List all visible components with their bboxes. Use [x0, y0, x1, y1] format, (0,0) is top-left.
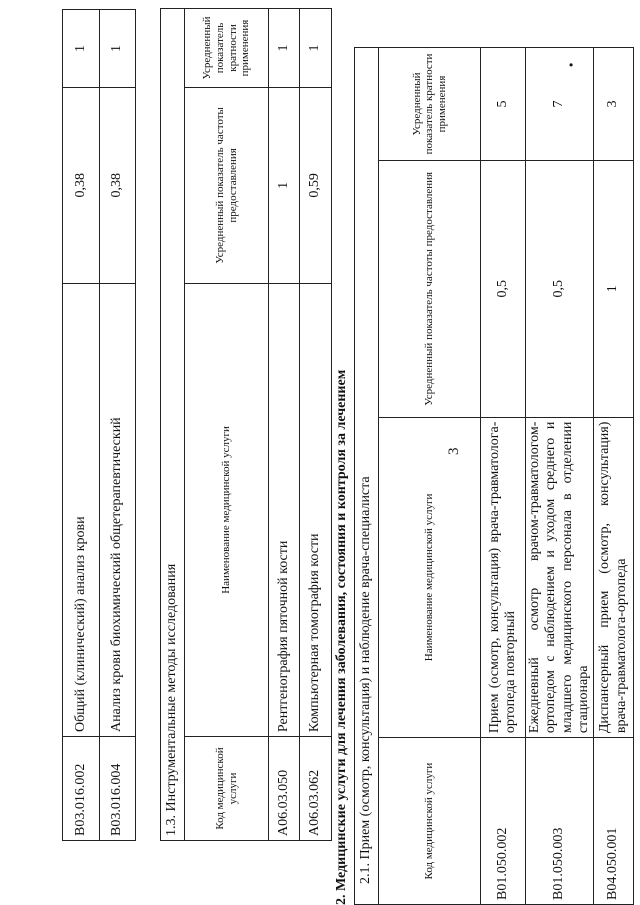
multiplicity-value: 1: [269, 9, 300, 88]
table-row: [481, 48, 526, 905]
frequency-value: 0,38: [63, 87, 100, 283]
table-row: [526, 48, 594, 905]
service-name: Прием (осмотр, консультация) врача-травматолога-ортопеда повторный: [481, 417, 526, 738]
frequency-value: 0,5: [481, 160, 526, 417]
table-row: [594, 48, 634, 905]
service-name: Компьютерная томография кости: [300, 283, 332, 736]
frequency-value: 1: [594, 160, 634, 417]
service-code: B03.016.002: [63, 737, 100, 841]
header-multiplicity: Усредненный показатель кратности применения: [185, 9, 269, 88]
header-frequency: Усредненный показатель частоты предоставления: [185, 88, 269, 284]
multiplicity-value: 7: [526, 48, 594, 161]
table-row: [63, 10, 100, 841]
header-code: Код медицинской услуги: [185, 737, 269, 841]
service-name: Общий (клинический) анализ крови: [63, 283, 100, 736]
instrumental-methods-table: [160, 8, 332, 841]
header-name: Наименование медицинской услуги: [379, 417, 481, 738]
service-code: B01.050.002: [481, 738, 526, 905]
specialist-visits-table: [354, 47, 634, 905]
service-code: B04.050.001: [594, 738, 634, 905]
frequency-value: 0,38: [100, 87, 136, 283]
table-row: [300, 9, 332, 841]
service-code: A06.03.062: [300, 737, 332, 841]
table-row: [269, 9, 300, 841]
header-multiplicity: Усредненный показатель кратности применения: [379, 48, 481, 161]
frequency-value: 0,5: [526, 160, 594, 417]
header-name: Наименование медицинской услуги: [185, 283, 269, 736]
page-number: 3: [446, 447, 462, 455]
service-code: B03.016.004: [100, 737, 136, 841]
service-code: B01.050.003: [526, 738, 594, 905]
service-name: Анализ крови биохимический общетерапевтический: [100, 283, 136, 736]
multiplicity-value: 1: [100, 10, 136, 88]
service-name: Рентгенография пяточной кости: [269, 283, 300, 736]
table-row: [100, 10, 136, 841]
lab-tests-table: [62, 9, 136, 841]
multiplicity-value: 1: [300, 9, 332, 88]
corner-mark: •: [564, 62, 578, 67]
frequency-value: 0,59: [300, 88, 332, 284]
service-code: A06.03.050: [269, 737, 300, 841]
multiplicity-value: 5: [481, 48, 526, 161]
section-title: 2. Медицинские услуги для лечения заболевания, состояния и контроля за лечением: [334, 369, 349, 905]
header-frequency: Усредненный показатель частоты предоставления: [379, 160, 481, 417]
table-header-row: [379, 48, 481, 905]
table-caption: 1.3. Инструментальные методы исследования: [161, 9, 185, 841]
service-name: Ежедневный осмотр врачом-травматологом-ортопедом с наблюдением и уходом среднего и младшего медицинского персонала в отделении стационара: [526, 417, 594, 738]
table-caption: 2.1. Прием (осмотр, консультация) и наблюдение врача-специалиста: [355, 48, 379, 905]
multiplicity-value: 1: [63, 10, 100, 88]
multiplicity-value: 3: [594, 48, 634, 161]
frequency-value: 1: [269, 88, 300, 284]
header-code: Код медицинской услуги: [379, 738, 481, 905]
service-name: Диспансерный прием (осмотр, консультация) врача-травматолога-ортопеда: [594, 417, 634, 738]
table-header-row: [185, 9, 269, 841]
